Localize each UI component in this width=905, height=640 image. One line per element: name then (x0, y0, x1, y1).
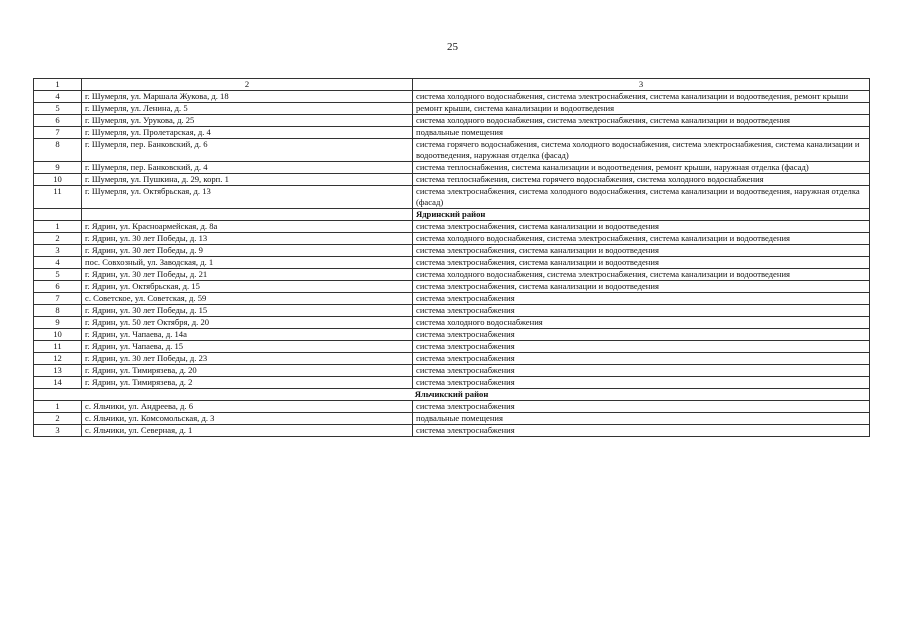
row-address: г. Шумерля, ул. Маршала Жукова, д. 18 (82, 91, 413, 103)
row-number: 12 (34, 353, 82, 365)
row-systems: подвальные помещения (413, 413, 870, 425)
row-address: г. Шумерля, ул. Урукова, д. 25 (82, 115, 413, 127)
district-heading-row (34, 209, 870, 221)
district-title: Яльчикский район (34, 389, 870, 401)
table-row (34, 329, 870, 341)
table-row (34, 139, 870, 162)
row-number: 2 (34, 413, 82, 425)
table-row (34, 245, 870, 257)
row-number: 10 (34, 329, 82, 341)
row-systems: система холодного водоснабжения, система электроснабжения, система канализации и водоотведения (413, 269, 870, 281)
table-row (34, 365, 870, 377)
row-address: с. Яльчики, ул. Андреева, д. 6 (82, 401, 413, 413)
table-row (34, 103, 870, 115)
row-systems: система электроснабжения (413, 377, 870, 389)
row-address: с. Яльчики, ул. Северная, д. 1 (82, 425, 413, 437)
table-row (34, 162, 870, 174)
row-systems: система электроснабжения (413, 401, 870, 413)
row-systems: система электроснабжения (413, 425, 870, 437)
row-systems: система холодного водоснабжения (413, 317, 870, 329)
row-number: 9 (34, 317, 82, 329)
repair-works-table (33, 78, 870, 437)
page-number: 25 (447, 41, 458, 53)
row-address: с. Яльчики, ул. Комсомольская, д. 3 (82, 413, 413, 425)
header-cell-number: 1 (34, 79, 82, 91)
table-row (34, 305, 870, 317)
table-row (34, 257, 870, 269)
row-systems: система холодного водоснабжения, система электроснабжения, система канализации и водоотведения (413, 115, 870, 127)
row-number: 4 (34, 91, 82, 103)
table-row (34, 221, 870, 233)
row-systems: система теплоснабжения, система канализации и водоотведения, ремонт крыши, наружная отделка (фасад) (413, 162, 870, 174)
row-address: с. Советское, ул. Советская, д. 59 (82, 293, 413, 305)
row-address: г. Шумерля, ул. Пушкина, д. 29, корп. 1 (82, 174, 413, 186)
row-address: г. Шумерля, пер. Банковский, д. 4 (82, 162, 413, 174)
row-systems: система электроснабжения, система канализации и водоотведения (413, 257, 870, 269)
row-number: 11 (34, 186, 82, 209)
row-systems: система электроснабжения, система канализации и водоотведения (413, 245, 870, 257)
row-systems: система холодного водоснабжения, система электроснабжения, система канализации и водоотведения, ремонт крыши (413, 91, 870, 103)
row-address: г. Ядрин, ул. Красноармейская, д. 8а (82, 221, 413, 233)
table-body (34, 79, 870, 437)
row-systems: система электроснабжения (413, 305, 870, 317)
table-row (34, 127, 870, 139)
row-address: г. Ядрин, ул. 30 лет Победы, д. 21 (82, 269, 413, 281)
header-cell-address: 2 (82, 79, 413, 91)
header-cell-systems: 3 (413, 79, 870, 91)
district-title: Ядринский район (413, 209, 870, 221)
row-number: 5 (34, 269, 82, 281)
row-number: 10 (34, 174, 82, 186)
row-systems: система электроснабжения, система канализации и водоотведения (413, 221, 870, 233)
table-row (34, 317, 870, 329)
table-row (34, 115, 870, 127)
row-number: 3 (34, 245, 82, 257)
row-address: г. Ядрин, ул. 30 лет Победы, д. 23 (82, 353, 413, 365)
row-number: 7 (34, 127, 82, 139)
row-address: пос. Совхозный, ул. Заводская, д. 1 (82, 257, 413, 269)
row-address: г. Ядрин, ул. Тимирязева, д. 20 (82, 365, 413, 377)
table-row (34, 91, 870, 103)
row-address: г. Ядрин, ул. Тимирязева, д. 2 (82, 377, 413, 389)
row-number: 13 (34, 365, 82, 377)
row-systems: система электроснабжения (413, 341, 870, 353)
row-systems: подвальные помещения (413, 127, 870, 139)
row-number: 14 (34, 377, 82, 389)
row-systems: система электроснабжения, система канализации и водоотведения (413, 281, 870, 293)
row-number: 5 (34, 103, 82, 115)
row-address: г. Шумерля, ул. Пролетарская, д. 4 (82, 127, 413, 139)
row-number: 8 (34, 139, 82, 162)
row-systems: система электроснабжения, система холодного водоснабжения, система канализации и водоотведения, наружная отделка (фасад) (413, 186, 870, 209)
empty-cell (82, 209, 413, 221)
row-address: г. Ядрин, ул. Октябрьская, д. 15 (82, 281, 413, 293)
table-row (34, 281, 870, 293)
row-address: г. Ядрин, ул. 30 лет Победы, д. 13 (82, 233, 413, 245)
row-number: 1 (34, 401, 82, 413)
row-number: 6 (34, 115, 82, 127)
row-systems: система электроснабжения (413, 353, 870, 365)
row-systems: система электроснабжения (413, 293, 870, 305)
row-number: 9 (34, 162, 82, 174)
row-address: г. Ядрин, ул. 50 лет Октября, д. 20 (82, 317, 413, 329)
row-systems: система холодного водоснабжения, система электроснабжения, система канализации и водоотведения (413, 233, 870, 245)
row-address: г. Ядрин, ул. Чапаева, д. 15 (82, 341, 413, 353)
table-row (34, 341, 870, 353)
table-row (34, 353, 870, 365)
table-row (34, 425, 870, 437)
table-row (34, 174, 870, 186)
table-row (34, 401, 870, 413)
table-row (34, 413, 870, 425)
row-address: г. Ядрин, ул. Чапаева, д. 14а (82, 329, 413, 341)
row-number: 7 (34, 293, 82, 305)
row-address: г. Ядрин, ул. 30 лет Победы, д. 9 (82, 245, 413, 257)
row-number: 4 (34, 257, 82, 269)
row-number: 8 (34, 305, 82, 317)
row-number: 1 (34, 221, 82, 233)
row-systems: система горячего водоснабжения, система холодного водоснабжения, система электроснабжения, система канализации и водоотведения, наружная отделка (фасад) (413, 139, 870, 162)
table-header-row (34, 79, 870, 91)
table-row (34, 293, 870, 305)
row-systems: система электроснабжения (413, 329, 870, 341)
row-systems: система электроснабжения (413, 365, 870, 377)
row-number: 6 (34, 281, 82, 293)
row-address: г. Шумерля, ул. Октябрьская, д. 13 (82, 186, 413, 209)
table-row (34, 377, 870, 389)
row-address: г. Ядрин, ул. 30 лет Победы, д. 15 (82, 305, 413, 317)
row-address: г. Шумерля, ул. Ленина, д. 5 (82, 103, 413, 115)
row-number: 2 (34, 233, 82, 245)
row-number: 3 (34, 425, 82, 437)
empty-cell (34, 209, 82, 221)
district-heading-row (34, 389, 870, 401)
table-row (34, 186, 870, 209)
table-row (34, 269, 870, 281)
row-address: г. Шумерля, пер. Банковский, д. 6 (82, 139, 413, 162)
row-number: 11 (34, 341, 82, 353)
row-systems: система теплоснабжения, система горячего водоснабжения, система холодного водоснабжения (413, 174, 870, 186)
row-systems: ремонт крыши, система канализации и водоотведения (413, 103, 870, 115)
table-row (34, 233, 870, 245)
